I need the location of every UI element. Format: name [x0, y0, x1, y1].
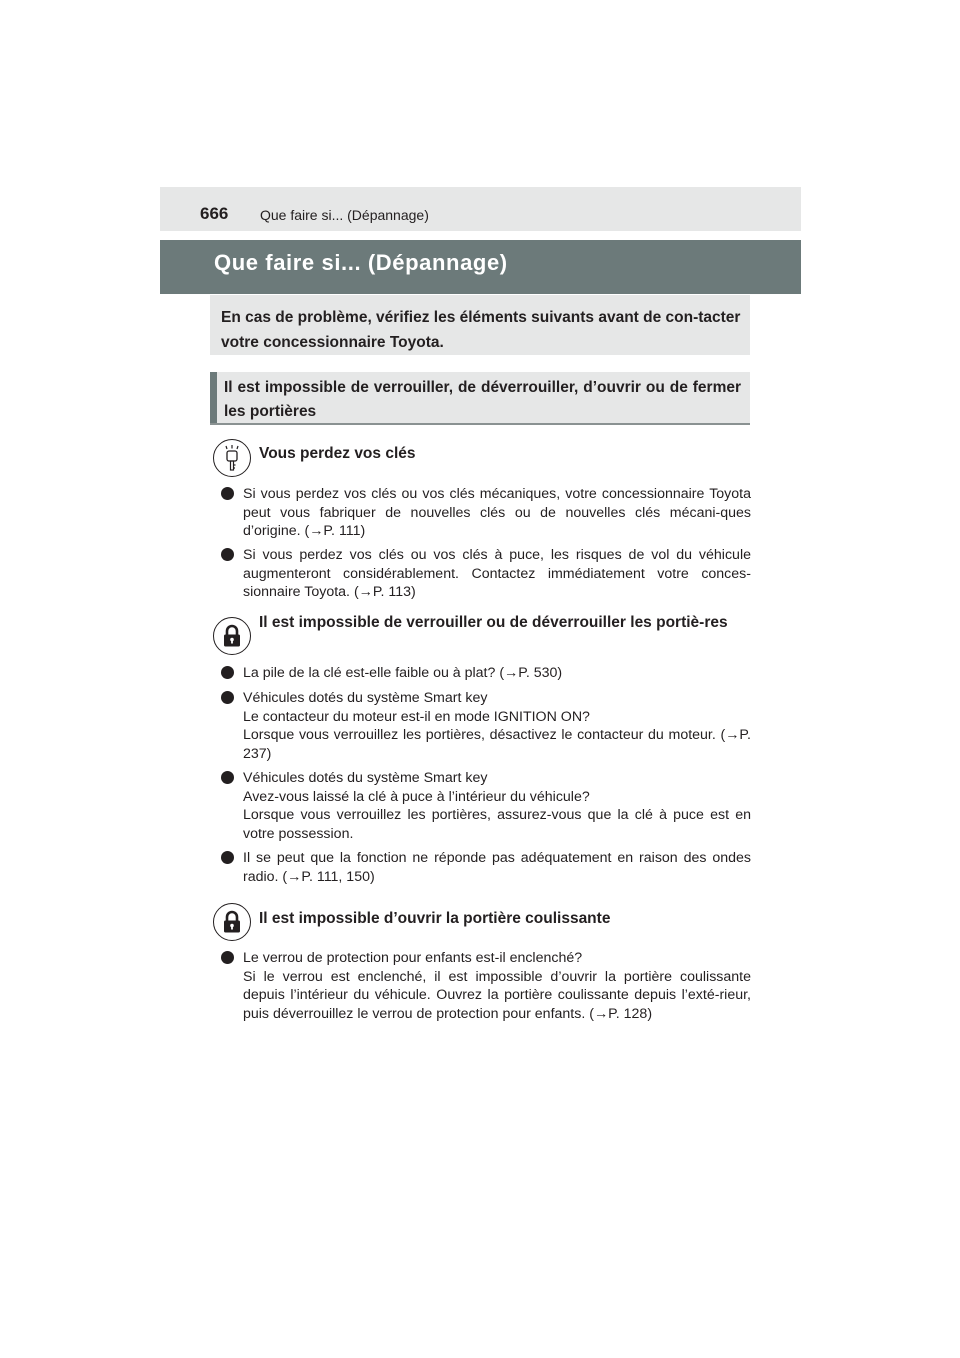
list-item-text: Si le verrou est enclenché, il est impossible d’ouvrir la portière coulissante depuis l’intérieur du véhicule. Ouvrez la portière coulissante depuis l’exté-rieur, puis déverrouillez le verrou de protection pour enfants. (→P. 128): [243, 968, 751, 1022]
bullet-icon: [221, 666, 234, 679]
subsection-heading: Il est impossible de verrouiller ou de déverrouiller les portiè-res: [259, 614, 728, 631]
list-item: [221, 546, 751, 602]
running-header: [160, 187, 801, 231]
section-heading-box: [210, 372, 750, 425]
list-item-text: Si vous perdez vos clés ou vos clés à puce, les risques de vol du véhicule augmenteront considérablement. Contactez immédiatement votre conces-sionnaire Toyota. (→P. 113): [243, 547, 751, 600]
bullet-icon: [221, 851, 234, 864]
list-item: [221, 769, 751, 843]
list-item-text: Si vous perdez vos clés ou vos clés mécaniques, votre concessionnaire Toyota peut vous fabriquer de nouvelles clés ou de nouvelles clés mécani-ques d’origine. (→P. 111): [243, 486, 751, 539]
list-item-text: Le verrou de protection pour enfants est-il enclenché?: [243, 950, 583, 966]
key-icon: [213, 439, 251, 477]
list-item-text: La pile de la clé est-elle faible ou à plat? (→P. 530): [243, 665, 563, 681]
list-item: [221, 689, 751, 763]
page-number: 666: [200, 204, 229, 223]
subsection-heading: Il est impossible d’ouvrir la portière coulissante: [259, 910, 611, 927]
running-title: Que faire si... (Dépannage): [260, 207, 429, 223]
list-item: [221, 664, 751, 683]
bullet-icon: [221, 548, 234, 561]
subsection-heading: Vous perdez vos clés: [259, 445, 416, 462]
list-item: [221, 949, 751, 1023]
page-title: Que faire si... (Dépannage): [214, 250, 508, 275]
lock-icon: [213, 617, 251, 655]
bullet-icon: [221, 487, 234, 500]
list-item-text: Le contacteur du moteur est-il en mode IGNITION ON?: [243, 708, 590, 725]
lock-icon: [213, 903, 251, 941]
list-item: [221, 485, 751, 541]
bullet-icon: [221, 771, 234, 784]
bullet-icon: [221, 691, 234, 704]
intro-box: [210, 295, 750, 355]
list-item-text: Véhicules dotés du système Smart key: [243, 770, 488, 786]
list-item-text: Véhicules dotés du système Smart key: [243, 690, 488, 706]
list-item-text: Lorsque vous verrouillez les portières, désactivez le contacteur du moteur. (→P. 237): [243, 727, 751, 762]
list-item-text: Lorsque vous verrouillez les portières, assurez-vous que la clé à puce est en votre possession.: [243, 807, 751, 842]
bullet-icon: [221, 951, 234, 964]
list-item-text: Il se peut que la fonction ne réponde pas adéquatement en raison des ondes radio. (→P. 111, 150): [243, 850, 751, 885]
section-heading: Il est impossible de verrouiller, de déverrouiller, d’ouvrir ou de fermer les portières: [224, 379, 741, 420]
chapter-title-band: [160, 240, 801, 294]
intro-text: En cas de problème, vérifiez les éléments suivants avant de con-tacter votre concessionnaire Toyota.: [221, 309, 741, 351]
list-item-text: Avez-vous laissé la clé à puce à l’intérieur du véhicule?: [243, 788, 590, 805]
list-item: [221, 849, 751, 886]
